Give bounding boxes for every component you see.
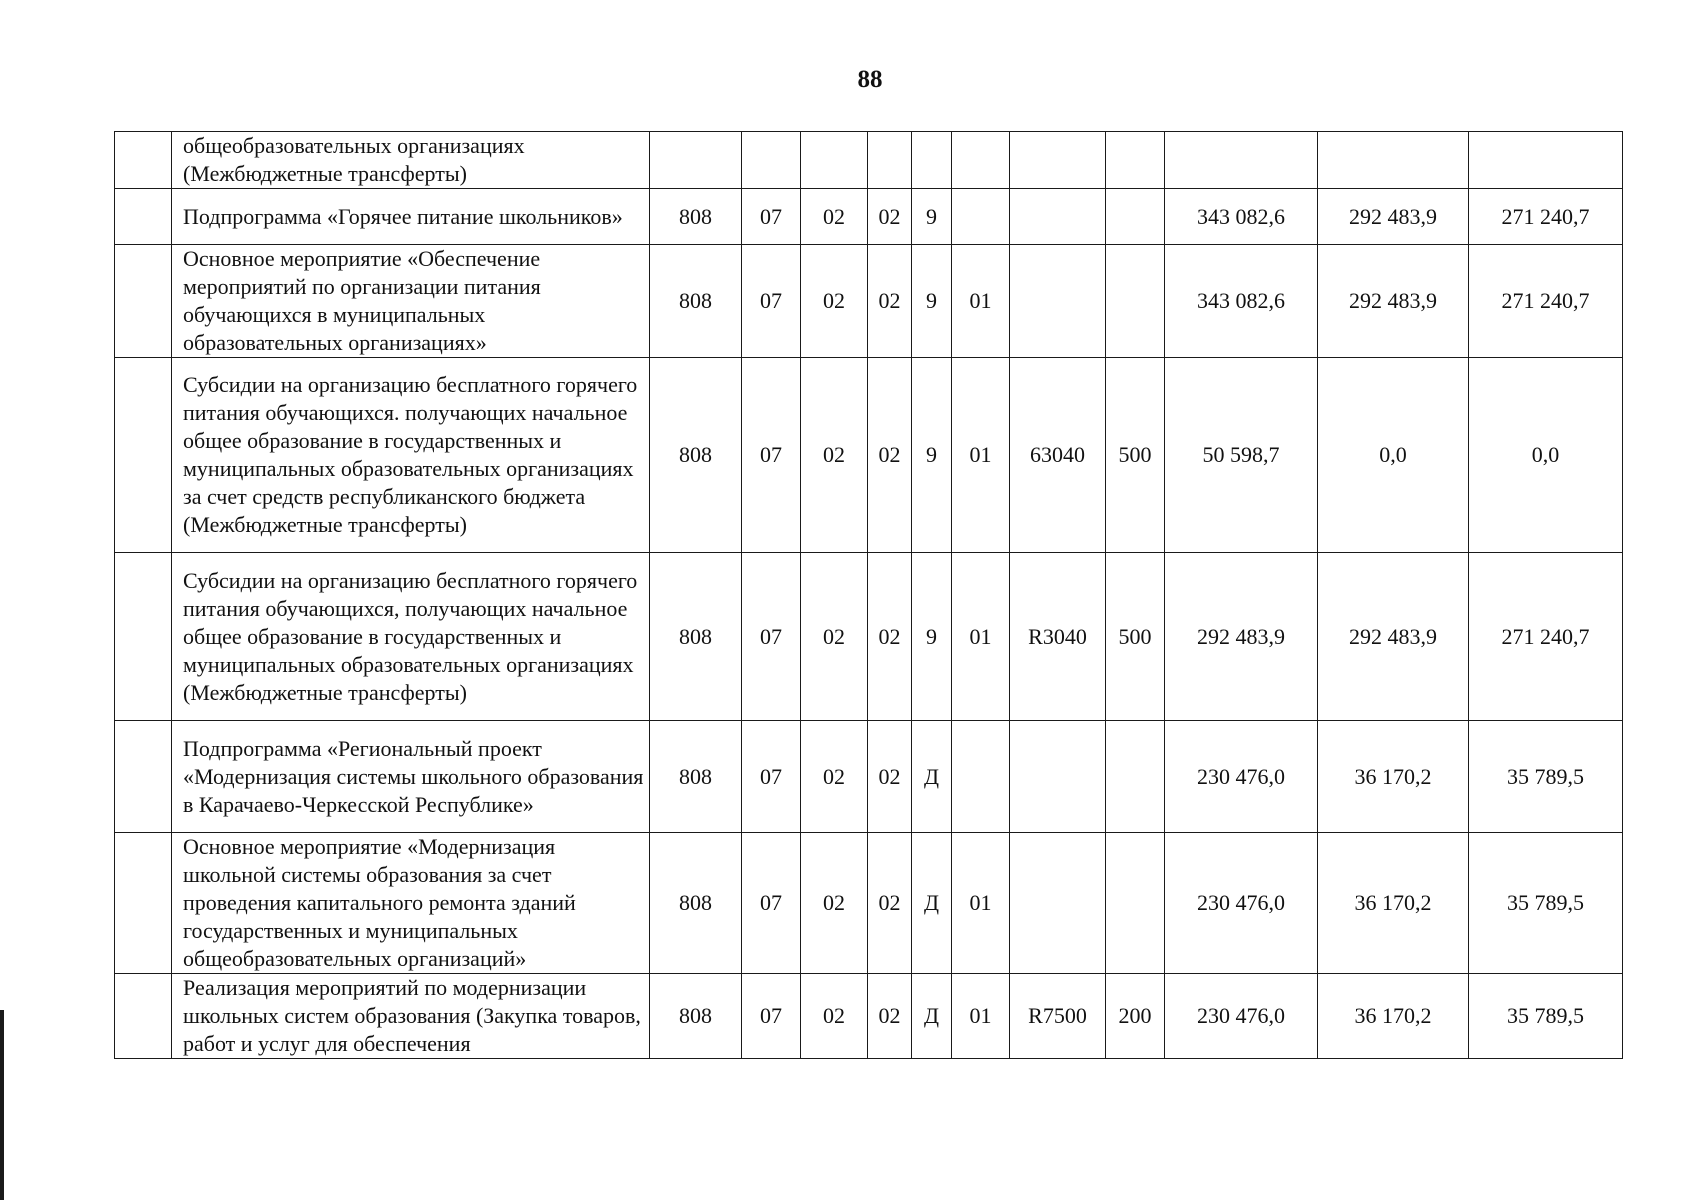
row-number-cell	[115, 245, 172, 358]
year1-amount-cell: 292 483,9	[1165, 553, 1318, 721]
direction-cell	[1010, 245, 1106, 358]
subprogram-cell: Д	[912, 833, 952, 974]
year3-amount-cell: 0,0	[1469, 358, 1623, 553]
program-cell: 02	[868, 358, 912, 553]
year3-amount-cell: 271 240,7	[1469, 553, 1623, 721]
razdel-cell: 07	[742, 974, 801, 1059]
year2-amount-cell: 292 483,9	[1318, 245, 1469, 358]
table-row	[115, 189, 1623, 245]
item-name-cell: Субсидии на организацию бесплатного горячего питания обучающихся. получающих начальное общее образование в государственных и муниципальных образовательных организациях за счет средств республиканского бюджета (Межбюджетные трансферты)	[172, 358, 650, 553]
row-number-cell	[115, 974, 172, 1059]
year2-amount-cell	[1318, 132, 1469, 189]
year2-amount-cell: 292 483,9	[1318, 553, 1469, 721]
razdel-cell: 07	[742, 833, 801, 974]
year2-amount-cell: 36 170,2	[1318, 833, 1469, 974]
subprogram-cell: 9	[912, 245, 952, 358]
razdel-cell	[742, 132, 801, 189]
year1-amount-cell: 343 082,6	[1165, 189, 1318, 245]
direction-cell: R3040	[1010, 553, 1106, 721]
page-number: 88	[857, 66, 883, 93]
item-name-cell: общеобразовательных организациях (Межбюджетные трансферты)	[172, 132, 650, 189]
table-row	[115, 245, 1623, 358]
expense-type-cell	[1106, 189, 1165, 245]
year3-amount-cell: 271 240,7	[1469, 245, 1623, 358]
year3-amount-cell: 271 240,7	[1469, 189, 1623, 245]
year2-amount-cell: 292 483,9	[1318, 189, 1469, 245]
podrazdel-cell	[801, 132, 868, 189]
direction-cell	[1010, 189, 1106, 245]
vedomstvo-cell: 808	[650, 553, 742, 721]
row-number-cell	[115, 189, 172, 245]
year3-amount-cell: 35 789,5	[1469, 721, 1623, 833]
podrazdel-cell: 02	[801, 358, 868, 553]
table-row	[115, 132, 1623, 189]
row-number-cell	[115, 833, 172, 974]
main-activity-cell: 01	[952, 974, 1010, 1059]
podrazdel-cell: 02	[801, 245, 868, 358]
podrazdel-cell: 02	[801, 974, 868, 1059]
main-activity-cell	[952, 721, 1010, 833]
year3-amount-cell: 35 789,5	[1469, 833, 1623, 974]
year2-amount-cell: 36 170,2	[1318, 974, 1469, 1059]
vedomstvo-cell: 808	[650, 358, 742, 553]
main-activity-cell: 01	[952, 358, 1010, 553]
year2-amount-cell: 0,0	[1318, 358, 1469, 553]
subprogram-cell	[912, 132, 952, 189]
program-cell: 02	[868, 721, 912, 833]
row-number-cell	[115, 721, 172, 833]
expense-type-cell: 200	[1106, 974, 1165, 1059]
direction-cell	[1010, 721, 1106, 833]
direction-cell	[1010, 833, 1106, 974]
expense-type-cell: 500	[1106, 358, 1165, 553]
table-row	[115, 721, 1623, 833]
subprogram-cell: Д	[912, 974, 952, 1059]
year3-amount-cell	[1469, 132, 1623, 189]
direction-cell: 63040	[1010, 358, 1106, 553]
vedomstvo-cell: 808	[650, 974, 742, 1059]
vedomstvo-cell	[650, 132, 742, 189]
main-activity-cell	[952, 132, 1010, 189]
row-number-cell	[115, 358, 172, 553]
razdel-cell: 07	[742, 189, 801, 245]
podrazdel-cell: 02	[801, 721, 868, 833]
table-row	[115, 974, 1623, 1059]
program-cell: 02	[868, 974, 912, 1059]
subprogram-cell: 9	[912, 358, 952, 553]
expense-type-cell	[1106, 721, 1165, 833]
podrazdel-cell: 02	[801, 833, 868, 974]
table-row	[115, 833, 1623, 974]
item-name-cell: Основное мероприятие «Обеспечение мероприятий по организации питания обучающихся в муниципальных образовательных организациях»	[172, 245, 650, 358]
expense-type-cell: 500	[1106, 553, 1165, 721]
budget-table	[114, 131, 1623, 1059]
row-number-cell	[115, 132, 172, 189]
year1-amount-cell: 230 476,0	[1165, 721, 1318, 833]
item-name-cell: Основное мероприятие «Модернизация школьной системы образования за счет проведения капитального ремонта зданий государственных и муниципальных общеобразовательных организаций»	[172, 833, 650, 974]
main-activity-cell	[952, 189, 1010, 245]
razdel-cell: 07	[742, 721, 801, 833]
subprogram-cell: 9	[912, 553, 952, 721]
year1-amount-cell: 230 476,0	[1165, 833, 1318, 974]
podrazdel-cell: 02	[801, 189, 868, 245]
main-activity-cell: 01	[952, 245, 1010, 358]
razdel-cell: 07	[742, 553, 801, 721]
program-cell: 02	[868, 245, 912, 358]
budget-table-body	[115, 132, 1623, 1059]
expense-type-cell	[1106, 132, 1165, 189]
item-name-cell: Субсидии на организацию бесплатного горячего питания обучающихся, получающих начальное общее образование в государственных и муниципальных образовательных организациях (Межбюджетные трансферты)	[172, 553, 650, 721]
main-activity-cell: 01	[952, 553, 1010, 721]
year2-amount-cell: 36 170,2	[1318, 721, 1469, 833]
item-name-cell: Подпрограмма «Горячее питание школьников»	[172, 189, 650, 245]
program-cell	[868, 132, 912, 189]
row-number-cell	[115, 553, 172, 721]
year1-amount-cell: 50 598,7	[1165, 358, 1318, 553]
vedomstvo-cell: 808	[650, 721, 742, 833]
subprogram-cell: 9	[912, 189, 952, 245]
scan-edge-mark	[0, 1010, 4, 1200]
program-cell: 02	[868, 189, 912, 245]
vedomstvo-cell: 808	[650, 833, 742, 974]
year1-amount-cell: 343 082,6	[1165, 245, 1318, 358]
item-name-cell: Реализация мероприятий по модернизации школьных систем образования (Закупка товаров, работ и услуг для обеспечения	[172, 974, 650, 1059]
year1-amount-cell: 230 476,0	[1165, 974, 1318, 1059]
vedomstvo-cell: 808	[650, 189, 742, 245]
item-name-cell: Подпрограмма «Региональный проект «Модернизация системы школьного образования в Карачаево-Черкесской Республике»	[172, 721, 650, 833]
program-cell: 02	[868, 833, 912, 974]
podrazdel-cell: 02	[801, 553, 868, 721]
vedomstvo-cell: 808	[650, 245, 742, 358]
table-row	[115, 358, 1623, 553]
razdel-cell: 07	[742, 245, 801, 358]
expense-type-cell	[1106, 245, 1165, 358]
subprogram-cell: Д	[912, 721, 952, 833]
expense-type-cell	[1106, 833, 1165, 974]
direction-cell: R7500	[1010, 974, 1106, 1059]
razdel-cell: 07	[742, 358, 801, 553]
program-cell: 02	[868, 553, 912, 721]
direction-cell	[1010, 132, 1106, 189]
year1-amount-cell	[1165, 132, 1318, 189]
year3-amount-cell: 35 789,5	[1469, 974, 1623, 1059]
main-activity-cell: 01	[952, 833, 1010, 974]
table-row	[115, 553, 1623, 721]
